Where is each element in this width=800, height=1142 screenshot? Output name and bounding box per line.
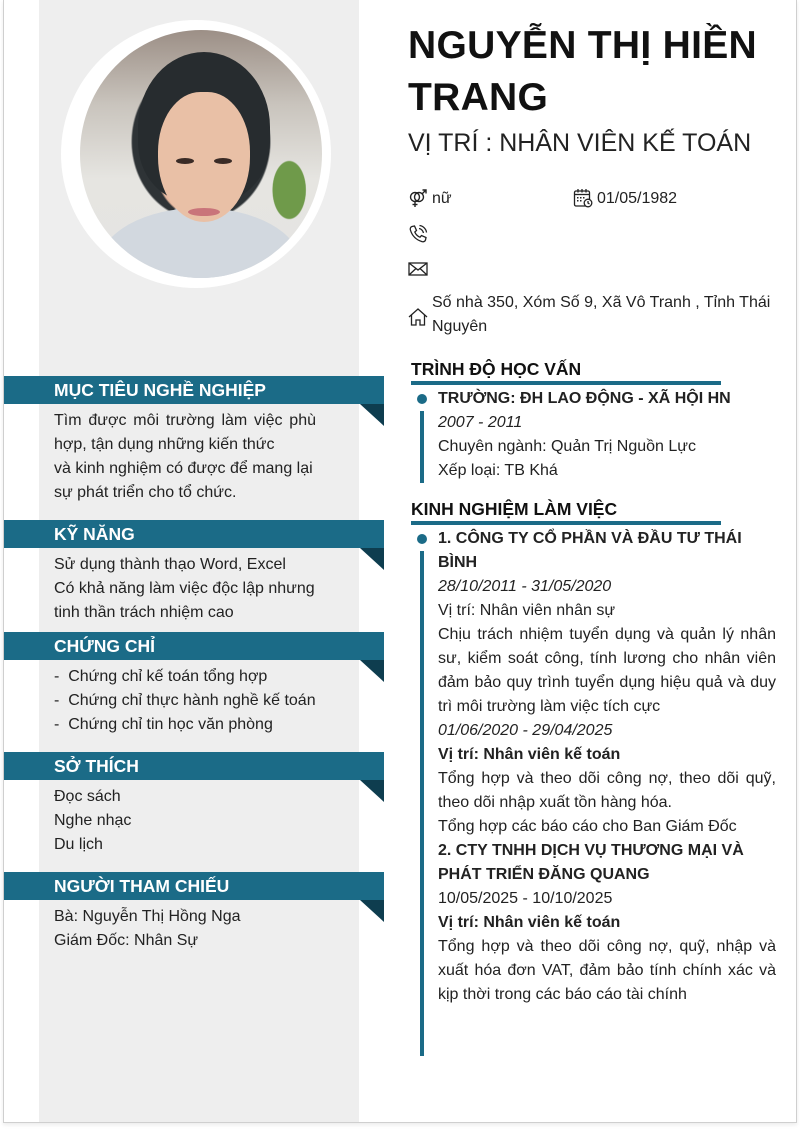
gender-icon	[408, 188, 428, 208]
role-title: Vị trí: Nhân viên kế toán	[438, 746, 621, 763]
section-title: NGƯỜI THAM CHIẾU	[4, 872, 384, 900]
section-skills	[4, 520, 384, 625]
avatar-lips	[188, 208, 220, 216]
experience-entries	[438, 527, 776, 1007]
education-period: 2007 - 2011	[438, 414, 523, 431]
avatar-eye	[176, 158, 194, 164]
home-icon	[408, 307, 428, 327]
section-references	[4, 872, 384, 953]
role-description: Chịu trách nhiệm tuyển dụng và quản lý nhân sư, kiểm soát công, tính lương cho nhân viên đảm bảo quy trình tuyển dụng hiệu quả và duy trì môi trường làm việc tích cực	[438, 626, 776, 715]
objective-text: Tìm được môi trường làm việc phù hợp, tận dụng những kiến thức	[54, 412, 316, 453]
ribbon-fold	[360, 548, 384, 570]
role-period: 10/05/2025 - 10/10/2025	[438, 890, 613, 907]
hobby-item: Nghe nhạc	[54, 812, 132, 829]
role-description: Tổng hợp và theo dõi công nợ, theo dõi quỹ, theo dõi nhập xuất tồn hàng hóa.	[438, 770, 776, 811]
section-title: CHỨNG CHỈ	[4, 632, 384, 660]
section-objective	[4, 376, 384, 505]
certificate-item: - Chứng chỉ kế toán tổng hợp	[54, 668, 268, 685]
certificate-item: - Chứng chỉ thực hành nghề kế toán	[54, 692, 316, 709]
skill-item: Sử dụng thành thạo Word, Excel	[54, 556, 286, 573]
reference-item: Bà: Nguyễn Thị Hồng Nga	[54, 908, 241, 925]
hobby-item: Du lịch	[54, 836, 103, 853]
role-title: Vị trí: Nhân viên nhân sự	[438, 602, 616, 619]
phone-field	[408, 223, 432, 247]
avatar-plant	[270, 140, 318, 240]
company-name: 1. CÔNG TY CỔ PHẦN VÀ ĐẦU TƯ THÁI BÌNH	[438, 530, 742, 571]
mail-icon	[408, 259, 428, 279]
birthdate-field	[573, 187, 677, 211]
role-title: Vị trí: Nhân viên kế toán	[438, 914, 621, 931]
school-name: TRƯỜNG: ĐH LAO ĐỘNG - XÃ HỘI HN	[438, 390, 731, 407]
reference-item: Giám Đốc: Nhân Sự	[54, 932, 199, 949]
gender-field	[408, 187, 452, 211]
company-name: 2. CTY TNHH DỊCH VỤ THƯƠNG MẠI VÀ PHÁT TRIỂN ĐĂNG QUANG	[438, 842, 744, 883]
ribbon-fold	[360, 660, 384, 682]
ribbon-fold	[360, 780, 384, 802]
education-heading: TRÌNH ĐỘ HỌC VẤN	[411, 357, 721, 385]
section-body	[4, 660, 384, 737]
section-title: SỞ THÍCH	[4, 752, 384, 780]
calendar-icon	[573, 188, 593, 208]
section-title: MỤC TIÊU NGHỀ NGHIỆP	[4, 376, 384, 404]
avatar-face	[158, 92, 250, 222]
avatar-eye	[214, 158, 232, 164]
timeline-line	[420, 411, 424, 483]
address-field	[408, 291, 778, 339]
gender-value: nữ	[432, 190, 452, 207]
email-field	[408, 258, 432, 282]
role-description: Tổng hợp các báo cáo cho Ban Giám Đốc	[438, 818, 737, 835]
education-major: Chuyên ngành: Quản Trị Nguồn Lực	[438, 438, 696, 455]
section-body	[4, 548, 384, 625]
section-body	[4, 780, 384, 857]
phone-icon	[408, 224, 428, 244]
ribbon-fold	[360, 900, 384, 922]
education-entry	[438, 387, 776, 483]
section-certificates	[4, 632, 384, 737]
timeline-dot	[417, 534, 427, 544]
timeline-line	[420, 551, 424, 1056]
certificate-item: - Chứng chỉ tin học văn phòng	[54, 716, 273, 733]
timeline-dot	[417, 394, 427, 404]
section-body	[4, 900, 384, 953]
candidate-name: NGUYỄN THỊ HIỀN TRANG	[408, 24, 758, 119]
role-description: Tổng hợp và theo dõi công nợ, quỹ, nhập và xuất hóa đơn VAT, đảm bảo tính chính xác và kịp thời trong các báo cáo tài chính	[438, 938, 776, 1003]
role-period: 28/10/2011 - 31/05/2020	[438, 578, 612, 595]
section-hobbies	[4, 752, 384, 857]
objective-text: và kinh nghiệm có được để mang lại sự phát triển cho tổ chức.	[54, 460, 313, 501]
role-period: 01/06/2020 - 29/04/2025	[438, 722, 613, 739]
ribbon-fold	[360, 404, 384, 426]
address-value: Số nhà 350, Xóm Số 9, Xã Vô Tranh , Tỉnh Thái Nguyên	[432, 294, 771, 335]
hobby-item: Đọc sách	[54, 788, 121, 805]
candidate-position: VỊ TRÍ : NHÂN VIÊN KẾ TOÁN	[408, 129, 752, 157]
experience-heading: KINH NGHIỆM LÀM VIỆC	[411, 497, 721, 525]
section-body	[4, 404, 384, 505]
skill-item: Có khả năng làm việc độc lập nhưng tinh thần trách nhiệm cao	[54, 580, 315, 621]
education-grade: Xếp loại: TB Khá	[438, 462, 558, 479]
birthdate-value: 01/05/1982	[597, 190, 678, 207]
avatar	[80, 30, 322, 278]
section-title: KỸ NĂNG	[4, 520, 384, 548]
